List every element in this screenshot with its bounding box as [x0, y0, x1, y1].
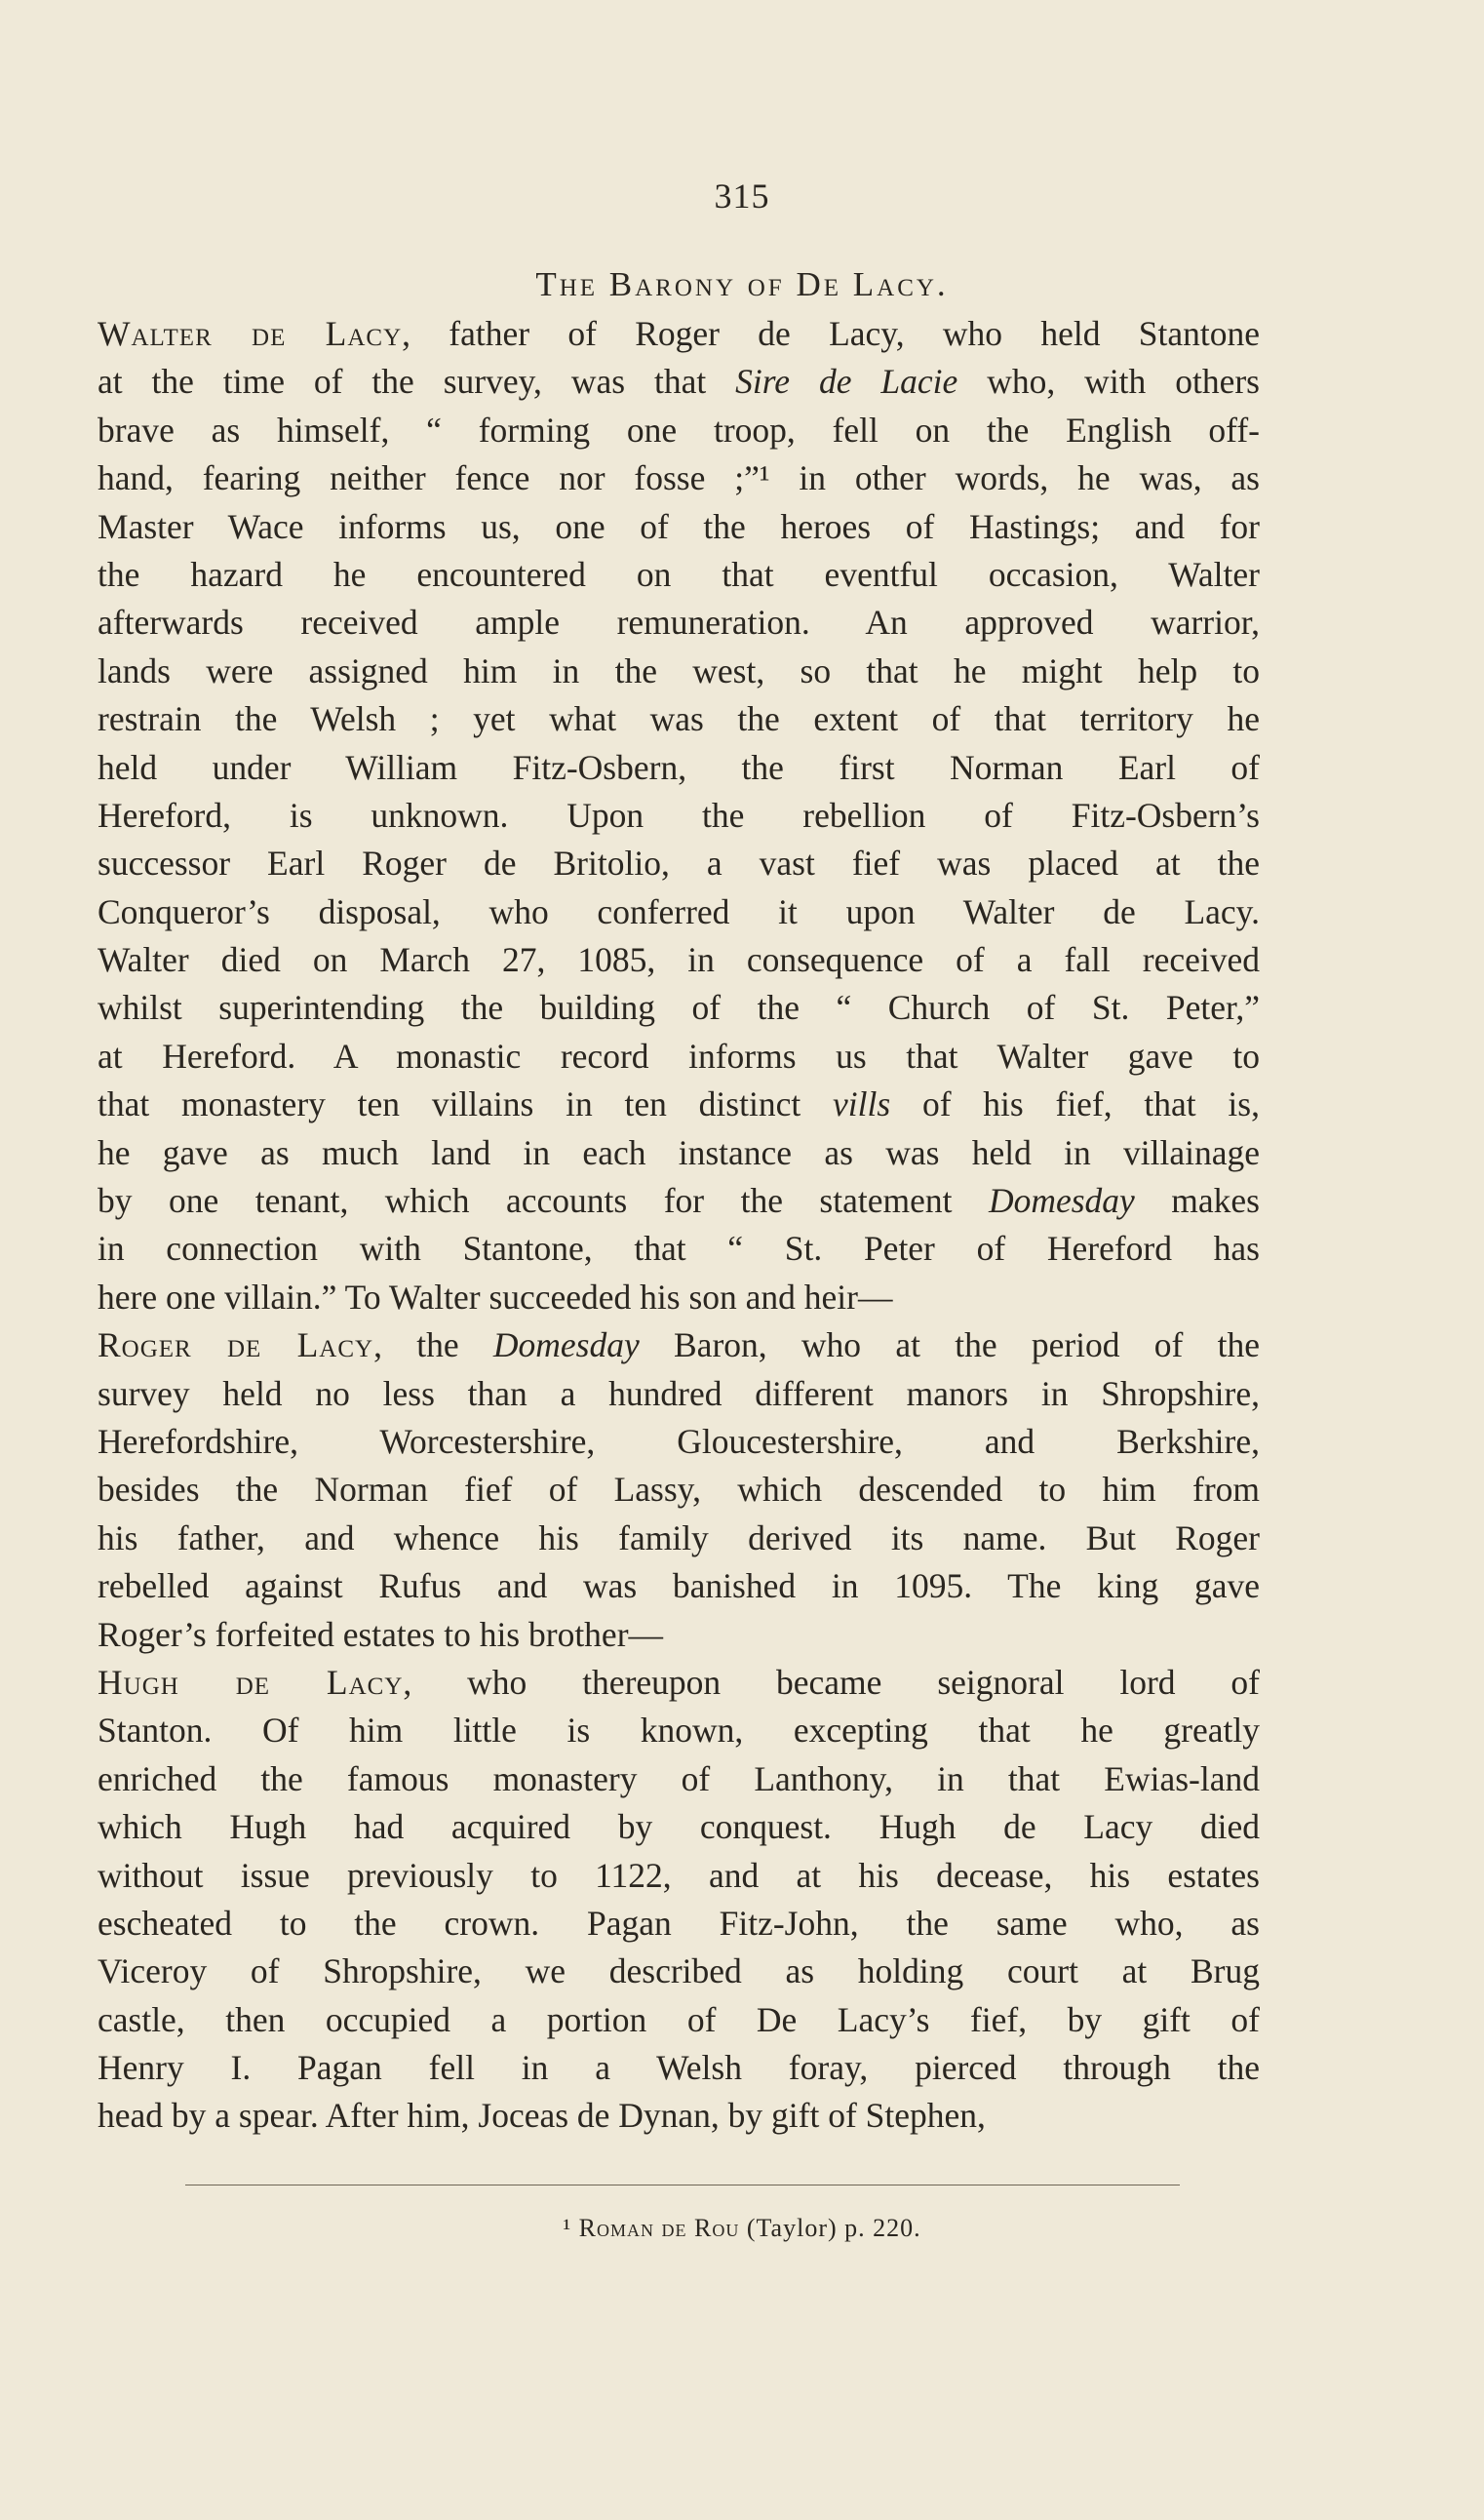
page-number: 315 — [714, 177, 770, 216]
text-line — [98, 1370, 1260, 1418]
text-line — [98, 1129, 1260, 1177]
small-caps-name: Roger de Lacy — [98, 1325, 374, 1365]
text-line — [98, 1225, 1260, 1273]
text-run: the hazard he encountered on that eventful occasion, Walter — [98, 554, 1260, 594]
text-line — [98, 599, 1260, 647]
text-run: Conqueror’s disposal, who conferred it upon Walter de Lacy. — [98, 891, 1260, 931]
chapter-title: The Barony of De Lacy. — [535, 265, 949, 303]
text-run: survey held no less than a hundred different manors in Shropshire, — [98, 1373, 1260, 1413]
text-line — [98, 2044, 1260, 2092]
text-line — [98, 1900, 1260, 1948]
text-line — [98, 407, 1260, 454]
footnote-source: Roman de Rou — [578, 2214, 740, 2242]
text-run: by one tenant, which accounts for the statement — [98, 1181, 989, 1221]
text-line — [98, 1515, 1260, 1562]
text-run: Roger’s forfeited estates to his brother— — [98, 1614, 664, 1654]
text-line — [98, 1274, 1260, 1321]
text-run: head by a spear. After him, Joceas de Dynan, by gift of Stephen, — [98, 2096, 986, 2136]
italic-text: Domesday — [492, 1325, 640, 1365]
paragraph-walter — [98, 310, 1260, 1321]
text-run: , the — [373, 1325, 493, 1365]
text-run: afterwards received ample remuneration. An approved warrior, — [98, 603, 1260, 643]
text-line — [98, 454, 1260, 502]
text-run: who, with others — [957, 362, 1260, 402]
text-run: he gave as much land in each instance as was held in villainage — [98, 1132, 1260, 1172]
text-run: held under William Fitz-Osbern, the first Norman Earl of — [98, 747, 1260, 787]
text-line — [98, 1418, 1260, 1466]
small-caps-name: Hugh de Lacy — [98, 1662, 404, 1702]
text-run: his father, and whence his family derived its name. But Roger — [98, 1517, 1260, 1557]
text-line — [98, 551, 1260, 599]
text-run: makes — [1134, 1181, 1260, 1221]
text-line — [98, 840, 1260, 887]
text-run: that monastery ten villains in ten distinct — [98, 1084, 833, 1124]
text-run: castle, then occupied a portion of De Lacy’s fief, by gift of — [98, 1999, 1260, 2039]
text-run: successor Earl Roger de Britolio, a vast fief was placed at the — [98, 844, 1260, 884]
text-run: Viceroy of Shropshire, we described as holding court at Brug — [98, 1951, 1260, 1991]
italic-text: Domesday — [988, 1181, 1135, 1221]
text-run: Baron, who at the period of the — [639, 1325, 1261, 1365]
text-line — [98, 1321, 1260, 1369]
text-run: in connection with Stantone, that “ St. Peter of Hereford has — [98, 1229, 1260, 1269]
text-line — [98, 1611, 1260, 1659]
text-line — [98, 936, 1260, 984]
text-run: brave as himself, “ forming one troop, fell on the English off- — [98, 410, 1260, 450]
text-line — [98, 984, 1260, 1032]
text-run: escheated to the crown. Pagan Fitz-John, the same who, as — [98, 1903, 1260, 1943]
text-run: hand, fearing neither fence nor fosse ;”¹ in other words, he was, as — [98, 458, 1260, 498]
paragraph-roger — [98, 1321, 1260, 1659]
text-line — [98, 310, 1260, 358]
text-line — [98, 358, 1260, 406]
text-run: Henry I. Pagan fell in a Welsh foray, pierced through the — [98, 2048, 1260, 2088]
text-line — [98, 1033, 1260, 1081]
text-run: Walter died on March 27, 1085, in consequence of a fall received — [98, 940, 1260, 980]
footnote — [0, 2214, 1484, 2243]
text-line — [98, 1177, 1260, 1225]
text-run: rebelled against Rufus and was banished in 1095. The king gave — [98, 1566, 1260, 1606]
text-line — [98, 1659, 1260, 1707]
text-line — [98, 1852, 1260, 1900]
text-run: at Hereford. A monastic record informs us that Walter gave to — [98, 1036, 1260, 1076]
small-caps-name: Walter de Lacy — [98, 314, 403, 353]
text-run: Stanton. Of him little is known, excepting that he greatly — [98, 1711, 1260, 1751]
text-run: here one villain.” To Walter succeeded his son and heir— — [98, 1277, 893, 1317]
text-run: restrain the Welsh ; yet what was the extent of that territory he — [98, 699, 1260, 739]
text-run: Master Wace informs us, one of the heroes of Hastings; and for — [98, 506, 1260, 546]
text-run: besides the Norman fief of Lassy, which descended to him from — [98, 1470, 1260, 1510]
text-run: of his fief, that is, — [890, 1084, 1260, 1124]
text-run: enriched the famous monastery of Lanthony, in that Ewias-land — [98, 1758, 1260, 1798]
text-run: lands were assigned him in the west, so that he might help to — [98, 650, 1260, 690]
text-line — [98, 744, 1260, 792]
text-run: without issue previously to 1122, and at his decease, his estates — [98, 1855, 1260, 1895]
text-run: whilst superintending the building of the “ Church of St. Peter,” — [98, 988, 1260, 1028]
text-line — [98, 2092, 1260, 2140]
body-text — [98, 310, 1260, 2141]
footnote-marker: ¹ — [563, 2214, 572, 2242]
italic-text: vills — [832, 1084, 891, 1124]
text-line — [98, 1707, 1260, 1754]
text-line — [98, 1803, 1260, 1851]
text-run: , father of Roger de Lacy, who held Stantone — [402, 314, 1260, 353]
text-line — [98, 1081, 1260, 1128]
text-run: at the time of the survey, was that — [98, 362, 736, 402]
text-run: , who thereupon became seignoral lord of — [403, 1662, 1261, 1702]
text-line — [98, 792, 1260, 840]
text-run: Hereford, is unknown. Upon the rebellion of Fitz-Osbern’s — [98, 795, 1260, 835]
italic-text: Sire de Lacie — [735, 362, 958, 402]
text-line — [98, 1562, 1260, 1610]
text-run: which Hugh had acquired by conquest. Hugh de Lacy died — [98, 1807, 1260, 1847]
text-run: Herefordshire, Worcestershire, Gloucestershire, and Berkshire, — [98, 1421, 1260, 1461]
footnote-text: (Taylor) p. 220. — [739, 2214, 921, 2242]
text-line — [98, 1755, 1260, 1803]
text-line — [98, 888, 1260, 936]
text-line — [98, 503, 1260, 551]
paragraph-hugh — [98, 1659, 1260, 2141]
text-line — [98, 648, 1260, 695]
text-line — [98, 1466, 1260, 1514]
text-line — [98, 1996, 1260, 2044]
text-line — [98, 1948, 1260, 1995]
text-line — [98, 695, 1260, 743]
